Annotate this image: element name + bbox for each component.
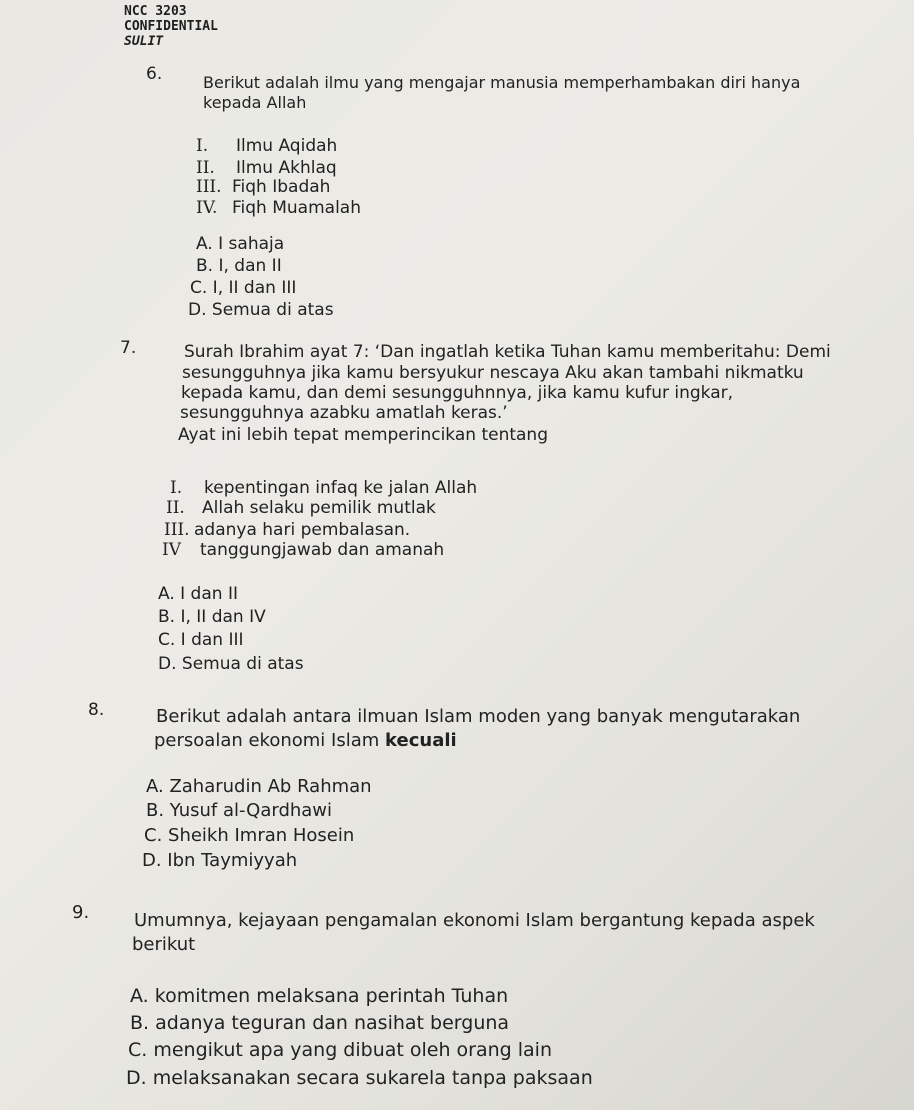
question-text-line: Berikut adalah antara ilmuan Islam moden yang banyak mengutarakan [156,706,801,727]
statement-roman: II. [166,498,185,518]
answer-option: C. mengikut apa yang dibuat oleh orang lain [128,1039,553,1061]
answer-option: D. melaksanakan secara sukarela tanpa paksaan [126,1067,593,1089]
question-text-line: Berikut adalah ilmu yang mengajar manusia memperhambakan diri hanya [203,73,801,92]
answer-option: B. Yusuf al-Qardhawi [146,800,333,821]
statement-text: Allah selaku pemilik mutlak [202,498,436,518]
confidential-label: CONFIDENTIAL [124,19,218,34]
answer-option: C. I, II dan III [190,278,297,298]
statement-text: Ilmu Aqidah [236,136,338,156]
statement-text: kepentingan infaq ke jalan Allah [204,478,478,498]
course-code: NCC 3203 [124,4,187,19]
emphasis-word: kecuali [385,730,457,751]
question-text-line: Umumnya, kejayaan pengamalan ekonomi Islam bergantung kepada aspek [134,910,815,931]
answer-option: A. komitmen melaksana perintah Tuhan [130,985,509,1007]
answer-option: D. Semua di atas [188,300,334,320]
question-text-line: sesungguhnya azabku amatlah keras.’ [180,403,508,423]
statement-item [162,540,444,561]
statement-roman: IV [162,540,181,560]
statement-text: Fiqh Ibadah [232,177,331,197]
question-number: 7. [120,338,137,358]
answer-option: C. Sheikh Imran Hosein [144,825,355,846]
answer-option: D. Ibn Taymiyyah [142,850,298,871]
statement-roman: I. [170,478,183,498]
statement-item [164,520,410,541]
statement-roman: III. [164,520,190,540]
statement-item [196,177,330,198]
statement-text: Fiqh Muamalah [232,198,361,218]
statement-roman: I. [196,136,209,156]
statement-roman: II. [196,158,215,178]
statement-text: tanggungjawab dan amanah [200,540,445,560]
question-text-line: kepada kamu, dan demi sesungguhnnya, jika kamu kufur ingkar, [181,383,734,403]
question-number: 9. [72,902,90,923]
question-text-line: sesungguhnya jika kamu bersyukur nescaya Aku akan tambahi nikmatku [182,363,804,383]
question-number: 6. [146,64,163,84]
answer-option: D. Semua di atas [158,654,304,674]
question-number: 8. [88,700,105,720]
question-text-line: kepada Allah [203,93,307,112]
question-text-line: Surah Ibrahim ayat 7: ‘Dan ingatlah ketika Tuhan kamu memberitahu: Demi [184,342,831,362]
sulit-label: SULIT [124,34,164,49]
question-text-line: Ayat ini lebih tepat memperincikan tentang [178,425,548,445]
question-text-line: berikut [132,934,196,955]
statement-item [196,158,337,179]
answer-option: C. I dan III [158,630,244,650]
statement-item [196,136,337,157]
statement-text: adanya hari pembalasan. [194,520,411,540]
statement-roman: IV. [196,198,218,218]
question-text: persoalan ekonomi Islam [154,730,386,751]
statement-item [166,498,436,519]
answer-option: B. adanya teguran dan nasihat berguna [130,1012,510,1034]
answer-option: B. I, dan II [196,256,282,276]
question-text-line [154,730,457,751]
answer-option: A. I dan II [158,584,238,604]
answer-option: A. I sahaja [196,234,285,254]
statement-item [170,478,477,499]
statement-text: Ilmu Akhlaq [236,158,337,178]
answer-option: B. I, II dan IV [158,607,266,627]
statement-roman: III. [196,177,222,197]
statement-item [196,198,361,219]
page-header [124,4,218,49]
answer-option: A. Zaharudin Ab Rahman [146,776,372,797]
